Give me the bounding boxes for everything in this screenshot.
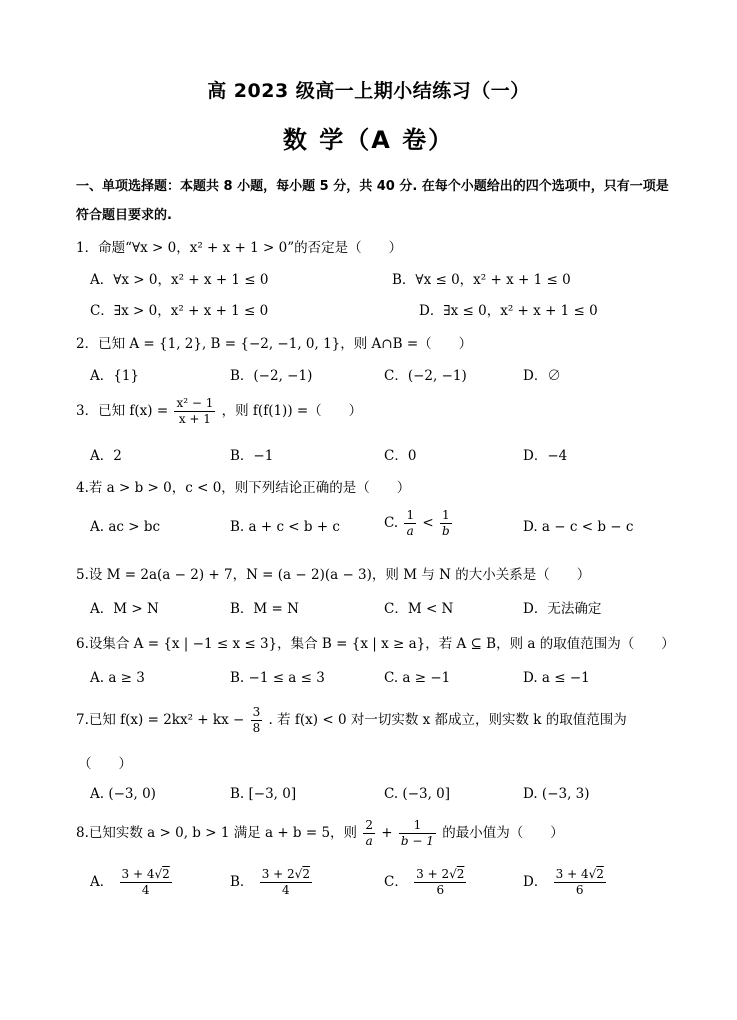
question-8-option-d-num-pre: 3 + 4	[555, 867, 589, 881]
question-3-fraction-numerator: x² − 1	[176, 396, 214, 410]
question-8-fraction-2-denominator: b − 1	[400, 834, 434, 848]
question-8-option-a-numerator: 3 + 4√2	[121, 867, 170, 881]
question-8-option-c-fraction	[414, 867, 466, 898]
question-1-option-c: C．∃x > 0，x² + x + 1 ≤ 0	[90, 303, 269, 319]
question-1-stem: 1．命题“∀x > 0，x² + x + 1 > 0”的否定是（ ）	[76, 240, 403, 256]
question-5-option-a: A．M > N	[90, 601, 159, 617]
question-2-option-b: B．(−2, −1)	[230, 368, 313, 384]
question-7-option-a: A. (−3, 0)	[90, 786, 156, 802]
question-8-option-b-fraction	[260, 867, 312, 898]
question-1-option-b: B．∀x ≤ 0，x² + x + 1 ≤ 0	[392, 272, 571, 288]
question-8-option-b-num-pre: 3 + 2	[261, 867, 295, 881]
question-4-option-c-left-numerator: 1	[406, 508, 415, 522]
question-3-option-a: A．2	[90, 448, 122, 464]
question-4-option-c-right-fraction	[440, 508, 452, 539]
question-6-option-d: D. a ≤ −1	[523, 670, 590, 686]
question-4-option-c-left-denominator: a	[406, 524, 414, 538]
section-header: 一、单项选择题：本题共 8 小题，每小题 5 分，共 40 分. 在每个小题给出的四个选项中，只有一项是符合题目要求的.	[76, 179, 669, 223]
question-8-option-b	[230, 867, 314, 898]
question-8-option-b-numerator: 3 + 2√2	[261, 867, 310, 881]
question-4-option-c-right-denominator: b	[441, 524, 450, 538]
question-3-stem-suffix: ，则 f(f(1)) =（ ）	[221, 403, 363, 419]
question-8-stem-prefix: 8.已知实数 a > 0, b > 1 满足 a + b = 5，则	[76, 825, 358, 841]
question-7-option-d: D. (−3, 3)	[523, 786, 590, 802]
question-4-option-c-right-numerator: 1	[440, 508, 452, 524]
question-8-option-d-label: D．	[523, 874, 548, 890]
question-5-option-d: D．无法确定	[523, 601, 602, 617]
question-5-stem: 5.设 M = 2a(a − 2) + 7，N = (a − 2)(a − 3)，则 M 与 N 的大小关系是（ ）	[76, 567, 591, 583]
question-4-option-c-label: C.	[384, 515, 399, 531]
question-4-option-d: D. a − c < b − c	[523, 519, 634, 535]
question-7-option-c: C. (−3, 0]	[384, 786, 451, 802]
question-3-stem-prefix: 3．已知 f(x) =	[76, 403, 169, 419]
question-8-option-a	[90, 867, 174, 898]
question-5-option-c: C．M < N	[384, 601, 454, 617]
question-4-option-a: A. ac > bc	[90, 519, 161, 535]
question-1-option-d: D．∃x ≤ 0，x² + x + 1 ≤ 0	[419, 303, 598, 319]
question-8-fraction-1	[363, 818, 375, 849]
question-1-option-a: A．∀x > 0，x² + x + 1 ≤ 0	[90, 272, 269, 288]
question-3-fraction	[174, 396, 215, 427]
question-8-option-a-fraction	[120, 867, 172, 898]
question-5-option-b: B．M = N	[230, 601, 299, 617]
question-6-option-c: C. a ≥ −1	[384, 670, 451, 686]
question-7-stem-suffix: . 若 f(x) < 0 对一切实数 x 都成立，则实数 k 的取值范围为	[268, 712, 627, 728]
question-8-option-a-radicand: 2	[162, 867, 170, 881]
question-8-option-b-radicand: 2	[302, 867, 310, 881]
question-8-option-b-label: B．	[230, 874, 254, 890]
question-7-option-b: B. [−3, 0]	[230, 786, 297, 802]
question-3-fraction-denominator: x + 1	[178, 412, 211, 426]
question-8-option-a-denominator: 4	[141, 883, 150, 897]
question-8-option-d-fraction	[554, 867, 606, 898]
question-4-option-b: B. a + c < b + c	[230, 519, 340, 535]
question-7-fraction-numerator: 3	[252, 705, 261, 719]
question-8-plus: +	[381, 825, 393, 841]
question-4-option-c-operator: <	[422, 515, 434, 531]
question-8-option-c-num-pre: 3 + 2	[416, 867, 450, 881]
question-2-stem: 2．已知 A = {1, 2}, B = {−2, −1, 0, 1}，则 A∩B =（ ）	[76, 336, 473, 352]
question-4-stem: 4.若 a > b > 0，c < 0，则下列结论正确的是（ ）	[76, 480, 411, 496]
question-7-answer-blank: （ ）	[78, 756, 132, 772]
page-title: 高 2023 级高一上期小结练习（一）	[207, 80, 530, 102]
question-8-fraction-2-numerator: 1	[399, 818, 436, 834]
question-8-fraction-1-numerator: 2	[365, 818, 373, 832]
question-7-fraction	[251, 705, 263, 736]
question-2-option-c: C．(−2, −1)	[384, 368, 467, 384]
question-8-option-a-num-pre: 3 + 4	[121, 867, 155, 881]
question-7-fraction-denominator: 8	[252, 721, 261, 735]
question-8-option-d-radicand: 2	[596, 867, 604, 881]
question-8-fraction-2	[399, 818, 436, 849]
question-4-option-c-left-fraction	[404, 508, 416, 539]
question-8-option-a-label: A．	[90, 874, 114, 890]
exam-subtitle: 数 学（A 卷）	[282, 126, 455, 154]
question-2-option-d: D．∅	[523, 368, 561, 384]
question-8-option-c	[384, 867, 468, 898]
question-8-stem-suffix: 的最小值为（ ）	[442, 825, 564, 841]
question-6-option-a: A. a ≥ 3	[90, 670, 145, 686]
question-3-option-d: D．−4	[523, 448, 568, 464]
question-8-option-d-numerator: 3 + 4√2	[555, 867, 604, 881]
question-3-option-b: B．−1	[230, 448, 274, 464]
question-8-option-b-denominator: 4	[282, 883, 290, 897]
question-2-option-a: A．{1}	[90, 368, 140, 384]
question-6-stem: 6.设集合 A = {x | −1 ≤ x ≤ 3}，集合 B = {x | x ≥ a}，若 A ⊆ B，则 a 的取值范围为（ ）	[76, 636, 675, 652]
question-3-stem	[76, 396, 362, 427]
question-8-option-c-label: C．	[384, 874, 408, 890]
question-3-option-c: C．0	[384, 448, 417, 464]
question-8-fraction-1-denominator: a	[365, 834, 373, 848]
question-7-stem	[76, 705, 627, 736]
question-7-stem-prefix: 7.已知 f(x) = 2kx² + kx −	[76, 712, 245, 728]
question-8-option-d	[523, 867, 608, 898]
question-4-option-c	[384, 508, 454, 539]
question-8-option-c-radicand: 2	[456, 867, 465, 881]
question-8-stem	[76, 818, 564, 849]
question-6-option-b: B. −1 ≤ a ≤ 3	[230, 670, 325, 686]
question-8-option-c-denominator: 6	[436, 883, 445, 897]
question-8-option-d-denominator: 6	[575, 883, 584, 897]
question-8-option-c-numerator: 3 + 2√2	[416, 867, 465, 881]
